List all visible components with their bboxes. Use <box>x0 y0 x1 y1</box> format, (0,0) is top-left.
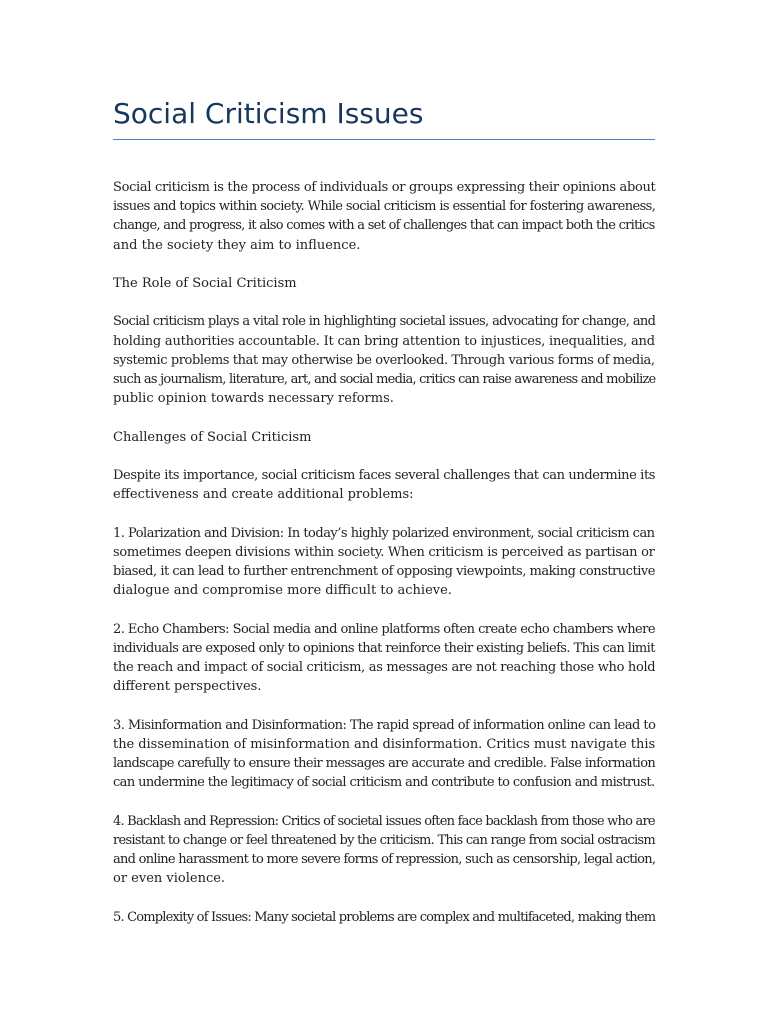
text-line: and the society they aim to influence. <box>113 237 361 253</box>
text-line: 3. Misinformation and Disinformation: The rapid spread of information online can lead to <box>113 717 656 733</box>
text-line: can undermine the legitimacy of social criticism and contribute to confusion and mistrust. <box>113 775 655 791</box>
text-line: different perspectives. <box>113 679 262 695</box>
challenge-misinformation <box>113 716 655 793</box>
text-line: or even violence. <box>113 871 226 887</box>
text-line: holding authorities accountable. It can bring attention to injustices, inequalities, and <box>113 333 655 349</box>
text-line: Social criticism is the process of individuals or groups expressing their opinions about <box>113 180 656 195</box>
text-line: 4. Backlash and Repression: Critics of societal issues often face backlash from those who are <box>113 813 655 829</box>
section-heading-challenges <box>113 428 655 447</box>
text-line: 2. Echo Chambers: Social media and online platforms often create echo chambers where <box>113 621 655 637</box>
text-line: dialogue and compromise more difficult to achieve. <box>113 583 452 599</box>
text-line: landscape carefully to ensure their messages are accurate and credible. False information <box>113 755 656 771</box>
challenge-polarization <box>113 524 655 601</box>
text-line: 1. Polarization and Division: In today’s highly polarized environment, social criticism can <box>113 525 655 541</box>
challenge-echo-chambers <box>113 620 655 697</box>
text-line: biased, it can lead to further entrenchment of opposing viewpoints, making constructive <box>113 563 655 579</box>
text-line: and online harassment to more severe forms of repression, such as censorship, legal action, <box>113 851 656 867</box>
text-line: The Role of Social Criticism <box>113 276 297 291</box>
text-line: systemic problems that may otherwise be overlooked. Through various forms of media, <box>113 352 655 368</box>
document-page <box>113 92 655 946</box>
section-heading-role <box>113 274 655 293</box>
document-title: Social Criticism Issues <box>113 97 424 130</box>
role-paragraph <box>113 312 655 408</box>
text-line: change, and progress, it also comes with a set of challenges that can impact both the critics <box>113 218 655 234</box>
document-body <box>113 178 655 927</box>
text-line: the dissemination of misinformation and disinformation. Critics must navigate this <box>113 736 656 752</box>
text-line: resistant to change or feel threatened by the criticism. This can range from social ostracism <box>113 832 655 848</box>
text-line: sometimes deepen divisions within society. When criticism is perceived as partisan or <box>113 544 655 560</box>
text-line: Social criticism plays a vital role in highlighting societal issues, advocating for change, and <box>113 314 656 330</box>
title-underline <box>113 139 655 140</box>
text-line: issues and topics within society. While social criticism is essential for fostering awareness, <box>113 199 656 215</box>
intro-paragraph <box>113 178 655 255</box>
text-line: 5. Complexity of Issues: Many societal problems are complex and multifaceted, making them <box>113 909 656 925</box>
text-line: such as journalism, literature, art, and social media, critics can raise awareness and mobilize <box>113 372 656 387</box>
text-line: Challenges of Social Criticism <box>113 429 312 445</box>
text-line: the reach and impact of social criticism, as messages are not reaching those who hold <box>113 659 656 675</box>
challenge-backlash <box>113 812 655 889</box>
text-line: Despite its importance, social criticism faces several challenges that can undermine its <box>113 467 656 483</box>
challenge-complexity <box>113 908 655 927</box>
challenges-intro-paragraph <box>113 466 655 504</box>
text-line: public opinion towards necessary reforms. <box>113 391 394 407</box>
text-line: effectiveness and create additional problems: <box>113 487 414 503</box>
text-line: individuals are exposed only to opinions that reinforce their existing beliefs. This can limit <box>113 640 655 656</box>
